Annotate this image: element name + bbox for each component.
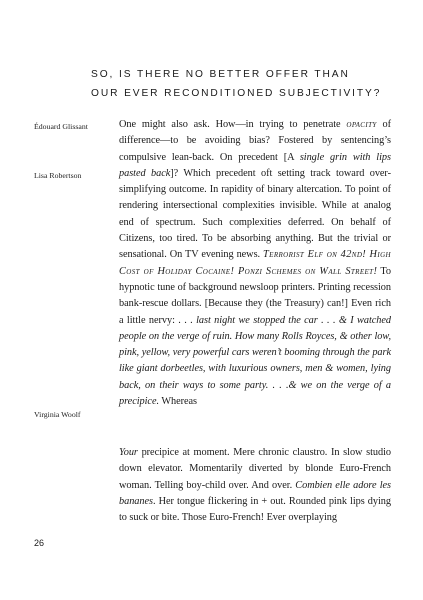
opacity-term: opacity <box>346 119 377 130</box>
paragraph-1-text: One might also ask. How—in trying to penetrate <box>119 119 347 130</box>
paragraph-1 <box>119 117 391 410</box>
paragraph-1-text: ]? Which precedent oft setting track toward over-simplifying outcome. In rapidity of binary altercation. To point of rendering intersectional complexities invisible. While at analog end of spectrum. Such complexities deferred. On behalf of Citizens, too tired. To be absorbing anything. But the trivial or sensational. On TV evening news. <box>119 167 391 261</box>
robertson-quote: single grin with lips pasted back <box>119 151 391 179</box>
margin-note-glissant: Édouard Glissant <box>34 122 88 131</box>
page-number: 26 <box>34 538 45 548</box>
margin-note-robertson: Lisa Robertson <box>34 171 82 180</box>
paragraph-2 <box>119 445 391 526</box>
heading-line-1: SO, IS THERE NO BETTER OFFER THAN <box>91 69 350 80</box>
news-headlines: Terrorist Elf on 42nd! High Cost of Holiday Cocaine! Ponzi Schemes on Wall Street! <box>119 249 391 277</box>
margin-note-woolf: Virginia Woolf <box>34 410 81 419</box>
french-phrase: Combien elle adore les bananes <box>119 479 391 507</box>
paragraph-2-text: precipice at moment. Mere chronic claustro. In slow studio down elevator. Momentarily diverted by blonde Euro-French woman. Telling boy-child over. And over. <box>119 447 391 491</box>
paragraph-1-text: Whereas <box>159 396 198 408</box>
woolf-quote: last night we stopped the car . . . & I watched people on the verge of ruin. How many Rolls Royces, & other low, pink, yellow, very powerful cars weren’t booming through the park like giant dorbeetles, with luxurious owners, men & women, lying back, on their ways to some party. . . .& we on the verge of a precipice. <box>119 314 392 408</box>
section-heading <box>91 66 411 103</box>
paragraph-1-text: of difference—to be avoiding bias? Fostered by sentencing’s compulsive lean-back. On precedent [A <box>119 119 391 163</box>
heading-line-2: OUR EVER RECONDITIONED SUBJECTIVITY? <box>91 87 382 99</box>
paragraph-2-text: . Her tongue flickering in + out. Rounded pink lips dying to suck or bite. Those Euro-French! Ever overplaying <box>119 495 391 524</box>
your-word: Your <box>119 447 138 458</box>
paragraph-1-text: To hypnotic tune of background newsloop printers. Printing recession bank-rescue dollars. [Because they (the Treasury) can!] Even rich a little nervy: . . . <box>119 265 391 326</box>
